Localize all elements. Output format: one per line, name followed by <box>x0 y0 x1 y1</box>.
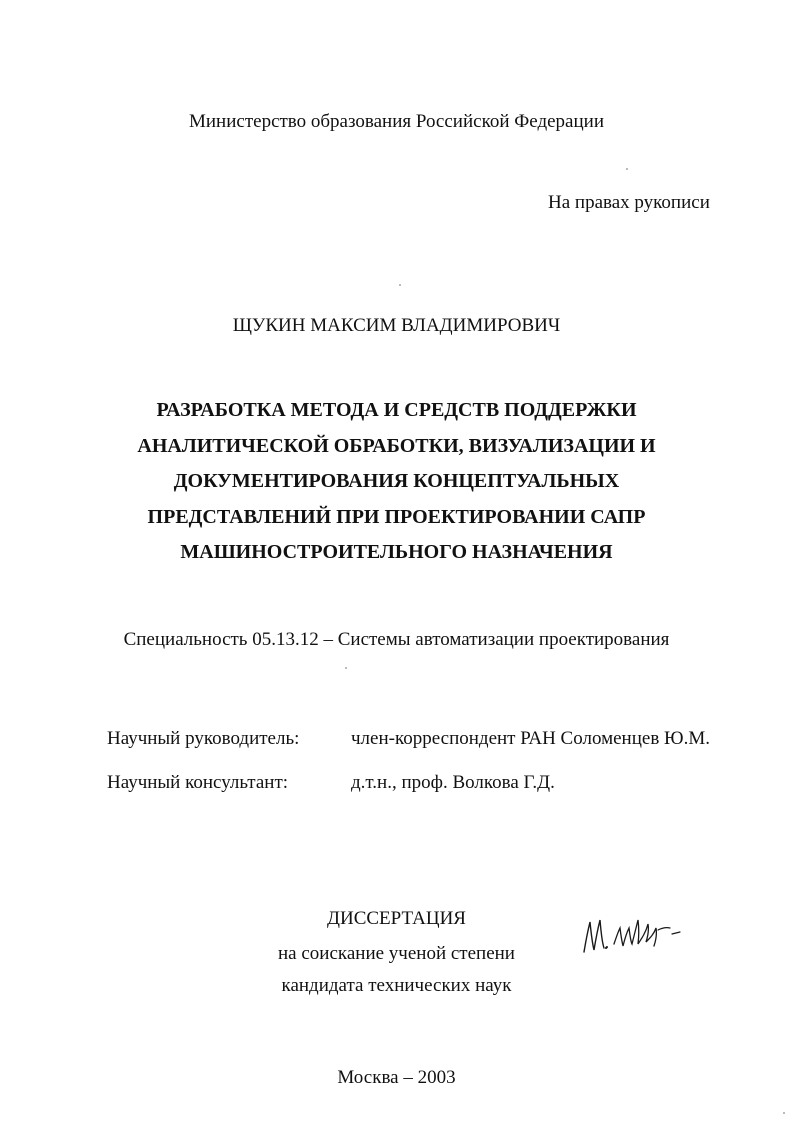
title-line: ДОКУМЕНТИРОВАНИЯ КОНЦЕПТУАЛЬНЫХ <box>173 470 620 492</box>
ministry-line: Министерство образования Российской Федерации <box>189 111 604 132</box>
supervisor-label: Научный руководитель: <box>107 728 300 749</box>
degree-line-2: кандидата технических наук <box>281 975 512 996</box>
signature-mark <box>576 908 686 958</box>
dissertation-title <box>0 393 793 571</box>
scan-speck <box>626 168 628 170</box>
consultant-value: д.т.н., проф. Волкова Г.Д. <box>351 772 555 793</box>
scan-speck <box>345 667 347 669</box>
title-line: ПРЕДСТАВЛЕНИЙ ПРИ ПРОЕКТИРОВАНИИ САПР <box>147 505 646 528</box>
dissertation-heading: ДИССЕРТАЦИЯ <box>327 908 466 929</box>
scan-speck <box>783 1112 785 1114</box>
title-line: РАЗРАБОТКА МЕТОДА И СРЕДСТВ ПОДДЕРЖКИ <box>156 399 637 421</box>
city-year: Москва – 2003 <box>337 1067 456 1088</box>
title-line: МАШИНОСТРОИТЕЛЬНОГО НАЗНАЧЕНИЯ <box>180 541 613 563</box>
scan-speck <box>399 284 401 286</box>
title-line: АНАЛИТИЧЕСКОЙ ОБРАБОТКИ, ВИЗУАЛИЗАЦИИ И <box>137 434 656 457</box>
degree-line-1: на соискание ученой степени <box>278 943 515 964</box>
consultant-label: Научный консультант: <box>107 772 289 793</box>
manuscript-rights: На правах рукописи <box>548 192 710 213</box>
supervisor-value: член-корреспондент РАН Соломенцев Ю.М. <box>351 728 710 749</box>
specialty-line: Специальность 05.13.12 – Системы автоматизации проектирования <box>123 629 670 650</box>
author-name: ЩУКИН МАКСИМ ВЛАДИМИРОВИЧ <box>232 315 561 336</box>
